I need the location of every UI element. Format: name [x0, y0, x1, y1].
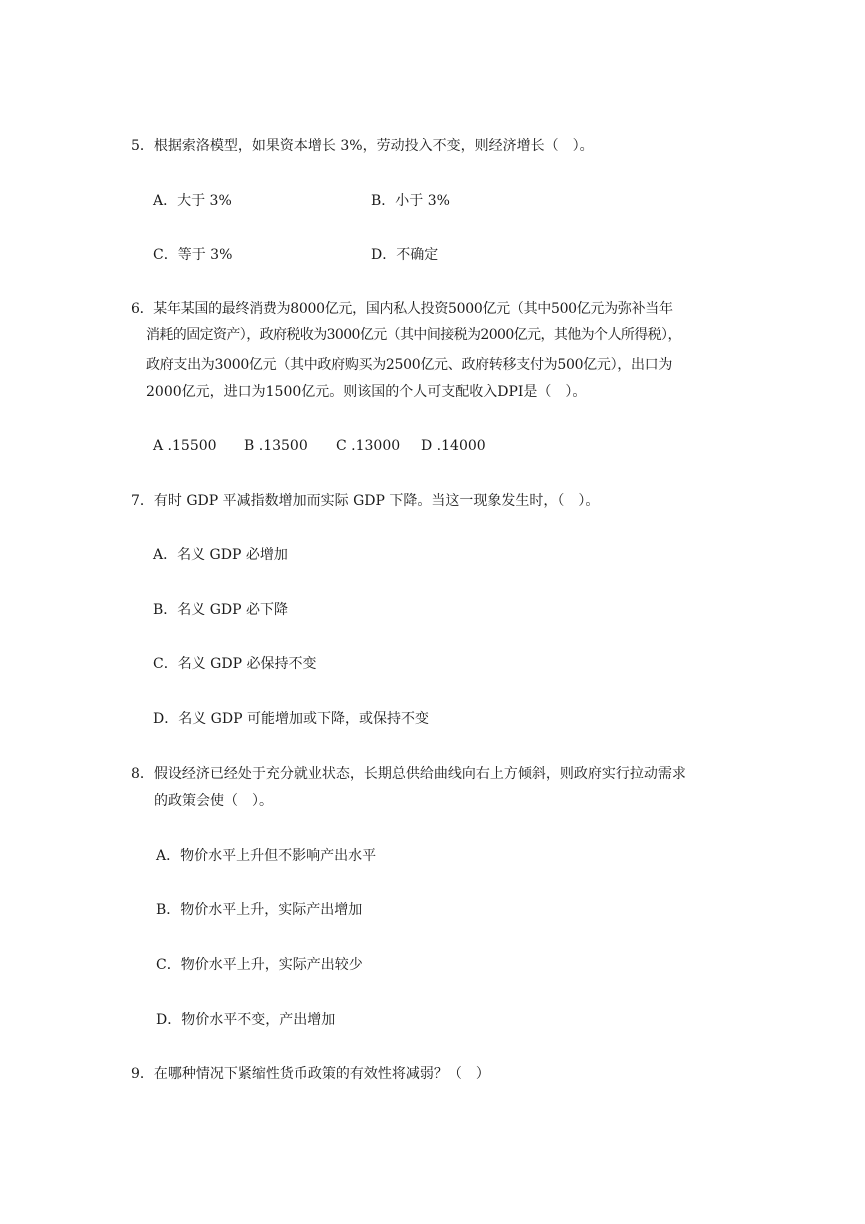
question-6-option-a: A .15500: [153, 438, 217, 454]
question-5-option-d: D．不确定: [371, 247, 439, 263]
question-5-option-c: C．等于 3%: [153, 247, 233, 263]
question-5-stem: 5．根据索洛模型，如果资本增长 3%，劳动投入不变，则经济增长（ ）。: [131, 138, 594, 154]
question-7-option-d: D．名义 GDP 可能增加或下降，或保持不变: [153, 711, 429, 727]
question-7-stem: 7．有时 GDP 平减指数增加而实际 GDP 下降。当这一现象发生时，（ ）。: [131, 493, 600, 509]
question-7-option-c: C．名义 GDP 必保持不变: [153, 656, 317, 672]
question-8-stem-line-1: 8．假设经济已经处于充分就业状态，长期总供给曲线向右上方倾斜，则政府实行拉动需求: [131, 766, 686, 782]
question-6-stem-line-1: 6．某年某国的最终消费为8000亿元，国内私人投资5000亿元（其中500亿元为弥补当年: [131, 301, 673, 317]
question-8-option-a: A．物价水平上升但不影响产出水平: [156, 848, 377, 864]
question-6-stem-line-3: 政府支出为3000亿元（其中政府购买为2500亿元、政府转移支付为500亿元），出口为: [146, 357, 673, 373]
question-6-stem-line-4: 2000亿元，进口为1500亿元。则该国的个人可支配收入DPI是（ ）。: [146, 384, 587, 400]
question-6-option-d: D .14000: [421, 438, 486, 454]
question-8-option-b: B．物价水平上升，实际产出增加: [156, 902, 363, 918]
question-6-option-c: C .13000: [336, 438, 401, 454]
question-6-option-b: B .13500: [244, 438, 308, 454]
question-8-option-c: C．物价水平上升，实际产出较少: [156, 957, 363, 973]
question-5-option-a: A．大于 3%: [153, 193, 232, 209]
question-5-option-b: B．小于 3%: [371, 193, 450, 209]
question-7-option-b: B．名义 GDP 必下降: [153, 602, 289, 618]
question-9-stem: 9．在哪种情况下紧缩性货币政策的有效性将减弱？（ ）: [131, 1066, 490, 1082]
question-8-stem-line-2: 的政策会使（ ）。: [154, 793, 273, 809]
question-7-option-a: A．名义 GDP 必增加: [153, 547, 288, 563]
question-6-stem-line-2: 消耗的固定资产），政府税收为3000亿元（其中间接税为2000亿元，其他为个人所得税），: [146, 327, 681, 343]
question-8-option-d: D．物价水平不变，产出增加: [156, 1012, 336, 1028]
